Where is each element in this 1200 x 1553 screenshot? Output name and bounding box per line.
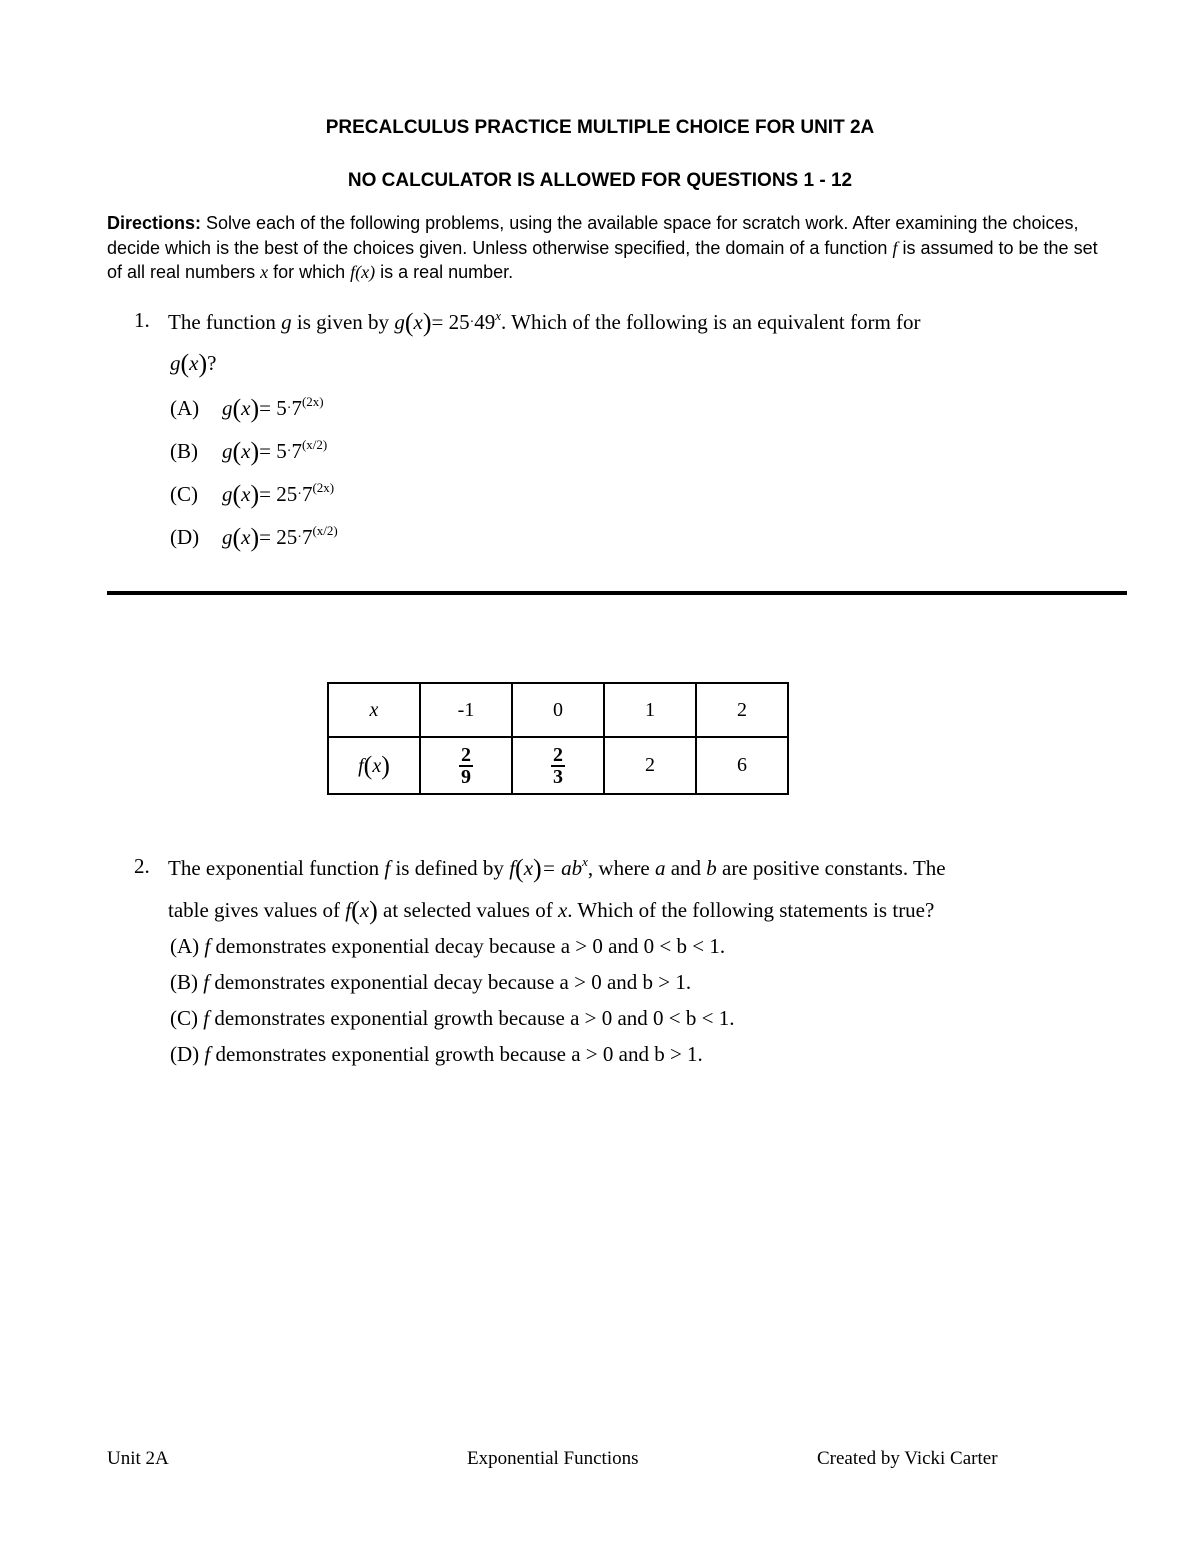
q2-choice-a[interactable] — [170, 934, 725, 959]
q2-choice-c-f: f — [203, 1006, 210, 1030]
q2-a: a — [654, 856, 666, 880]
table-header-fx: f(x) — [328, 737, 420, 794]
q1-choice-b-g: g — [222, 439, 233, 463]
q1-g: g — [281, 310, 292, 334]
question-1-text: The function g is given by $g(x)= 25\cdot 49^x$. Which of the following is an equivalent form for — [168, 308, 921, 337]
table-fx-value-4: 6 — [696, 737, 788, 794]
q2-line2-f: f — [345, 898, 352, 922]
table-x-value-3: 1 — [604, 683, 696, 737]
question-2-line-2: table gives values of f(x) at selected values of x. Which of the following statements is true? — [168, 896, 935, 925]
directions-fx: f(x) — [350, 262, 376, 282]
q2-choice-b-cond: a > 0 and b > 1 — [559, 970, 686, 994]
q1-choice-a-g: g — [222, 396, 233, 420]
q1-choice-b-coef: 5 — [276, 439, 287, 463]
fraction-denominator: 3 — [553, 765, 563, 788]
table-x-value-2: 0 — [512, 683, 604, 737]
footer-topic: Exponential Functions — [467, 1448, 639, 1469]
q1-eq-base: 49 — [474, 310, 496, 334]
q1-choice-b-var: x — [241, 439, 251, 463]
q1-eq-coef: = 25 — [431, 310, 470, 334]
q2-choice-b-text: demonstrates exponential decay because — [209, 970, 560, 994]
q2-choice-a-end: . — [719, 934, 726, 958]
q1-choice-c-var: x — [241, 482, 251, 506]
q1-cont-q: ? — [207, 351, 217, 375]
q2-choice-c-label: (C) — [170, 1006, 198, 1030]
q1-choice-a-exp: (2x) — [301, 394, 324, 409]
question-1-number: 1. — [134, 308, 150, 332]
q2-line2-c: . Which of the following statements is true? — [567, 898, 935, 922]
q1-choice-d-exp: (x/2) — [312, 523, 338, 538]
q1-choice-b[interactable]: (B) $g(x)= 5\cdot 7^{(x/2)}$ — [170, 437, 328, 466]
q1-eq-exp: x — [495, 308, 502, 323]
q2-choice-d[interactable] — [170, 1042, 703, 1067]
q1-choice-b-exp: (x/2) — [301, 437, 328, 452]
question-1-continuation: g(x)? — [170, 349, 217, 378]
q1-choice-d-base: 7 — [301, 525, 313, 549]
q2-choice-b-label: (B) — [170, 970, 198, 994]
q1-choice-c-coef: 25 — [276, 482, 298, 506]
calculator-notice: NO CALCULATOR IS ALLOWED FOR QUESTIONS 1 - 12 — [347, 170, 853, 191]
q2-text-f: are positive constants. The — [716, 856, 946, 880]
directions-label: Directions: — [107, 213, 202, 233]
question-2-text: The exponential function f is defined by $f(x)= ab^x$, where a and b are positive constants. The — [168, 854, 946, 883]
q2-choice-a-text: demonstrates exponential decay because — [210, 934, 561, 958]
q2-eq-f: f — [509, 856, 516, 880]
fraction-numerator: 2 — [461, 743, 471, 766]
table-fx-value-1 — [420, 737, 512, 794]
q2-choice-b-f: f — [203, 970, 210, 994]
q1-choice-c[interactable]: (C) $g(x)= 25\cdot 7^{(2x)}$ — [170, 480, 335, 509]
q1-choice-a-var: x — [241, 396, 251, 420]
q2-line2-a: table gives values of — [168, 898, 346, 922]
q1-choice-d-var: x — [241, 525, 251, 549]
table-x-value-1: -1 — [420, 683, 512, 737]
table-x-value-4: 2 — [696, 683, 788, 737]
q1-choice-c-label: (C) — [170, 482, 198, 506]
table-fx-x: x — [372, 754, 382, 777]
q2-line2-x: x — [557, 898, 568, 922]
q2-choice-b-end: . — [685, 970, 692, 994]
fraction-denominator: 9 — [461, 765, 471, 788]
q1-choice-a-coef: 5 — [276, 396, 287, 420]
q2-text-a: The exponential function — [168, 856, 385, 880]
q2-eq-exp: x — [582, 854, 588, 869]
directions-x: x — [260, 262, 269, 282]
q2-text-b: is defined by — [390, 856, 510, 880]
q1-choice-d-coef: 25 — [276, 525, 298, 549]
q1-eq-lhs: g — [394, 310, 405, 334]
q1-text-a: The function — [168, 310, 282, 334]
q2-choice-c-text: demonstrates exponential growth because — [209, 1006, 571, 1030]
table-fx-value-2 — [512, 737, 604, 794]
q1-choice-d-g: g — [222, 525, 233, 549]
q1-eq-var: x — [413, 310, 423, 334]
q2-choice-a-f: f — [204, 934, 211, 958]
q2-choice-d-label: (D) — [170, 1042, 200, 1066]
q2-choice-c[interactable] — [170, 1006, 734, 1031]
footer-author: Created by Vicki Carter — [817, 1448, 998, 1469]
question-2-number: 2. — [134, 854, 150, 878]
q2-choice-a-cond: a > 0 and 0 < b < 1 — [560, 934, 720, 958]
q2-line2-b: at selected values of — [377, 898, 558, 922]
table-row-x — [328, 683, 788, 737]
q2-eq-var: x — [523, 856, 534, 880]
directions-text-1: Solve each of the following problems, using the available space for scratch work. After examining the choices, decide which is the best of the choices given. Unless otherwise specified, the domain of a function — [107, 213, 1079, 258]
q2-f: f — [384, 856, 391, 880]
q1-choice-c-g: g — [222, 482, 233, 506]
footer-unit: Unit 2A — [107, 1448, 169, 1469]
section-divider — [107, 591, 1127, 595]
q2-text-e: and — [665, 856, 707, 880]
q2-line2-var: x — [359, 898, 370, 922]
table-fx-value-3: 2 — [604, 737, 696, 794]
fraction-numerator: 2 — [553, 743, 563, 766]
q2-choice-d-text: demonstrates exponential growth because — [210, 1042, 572, 1066]
q1-choice-c-base: 7 — [301, 482, 313, 506]
q1-choice-a-label: (A) — [170, 396, 200, 420]
q1-choice-c-exp: (2x) — [312, 480, 335, 495]
q2-choice-a-label: (A) — [170, 934, 200, 958]
q2-text-c: , — [587, 856, 594, 880]
directions-text-2: is assumed to be the set of all real numbers — [107, 237, 1098, 282]
directions-text-4: is a real number. — [375, 262, 514, 282]
q2-choice-d-cond: a > 0 and b > 1 — [571, 1042, 698, 1066]
q1-cont-g: g — [170, 351, 181, 375]
q2-text-d: where — [593, 856, 655, 880]
q2-eq-rhs: = ab — [541, 856, 583, 880]
q1-choice-d-label: (D) — [170, 525, 200, 549]
q2-choice-d-f: f — [204, 1042, 211, 1066]
q2-choice-d-end: . — [697, 1042, 703, 1066]
q1-text-b: is given by — [291, 310, 395, 334]
q1-choice-a-base: 7 — [291, 396, 302, 420]
q1-choice-d[interactable]: (D) $g(x)= 25\cdot 7^{(x/2)}$ — [170, 523, 338, 552]
values-table — [327, 682, 789, 795]
table-row-fx — [328, 737, 788, 794]
q1-text-c: . Which of the following is an equivalent form for — [501, 310, 921, 334]
q2-choice-c-end: . — [729, 1006, 735, 1030]
q2-choice-b[interactable] — [170, 970, 691, 995]
table-fx-f: f — [358, 754, 364, 777]
q1-choice-b-base: 7 — [291, 439, 302, 463]
directions — [107, 211, 1107, 285]
q1-choice-b-label: (B) — [170, 439, 198, 463]
table-header-x: x — [328, 683, 420, 737]
directions-text-3: for which — [268, 262, 351, 282]
q2-choice-c-cond: a > 0 and 0 < b < 1 — [570, 1006, 730, 1030]
worksheet-title: PRECALCULUS PRACTICE MULTIPLE CHOICE FOR UNIT 2A — [325, 117, 875, 138]
q2-b: b — [706, 856, 717, 880]
q1-cont-var: x — [189, 351, 199, 375]
directions-f: f — [892, 237, 898, 258]
q1-choice-a[interactable]: (A) $g(x)= 5\cdot 7^{(2x)}$ — [170, 394, 324, 423]
